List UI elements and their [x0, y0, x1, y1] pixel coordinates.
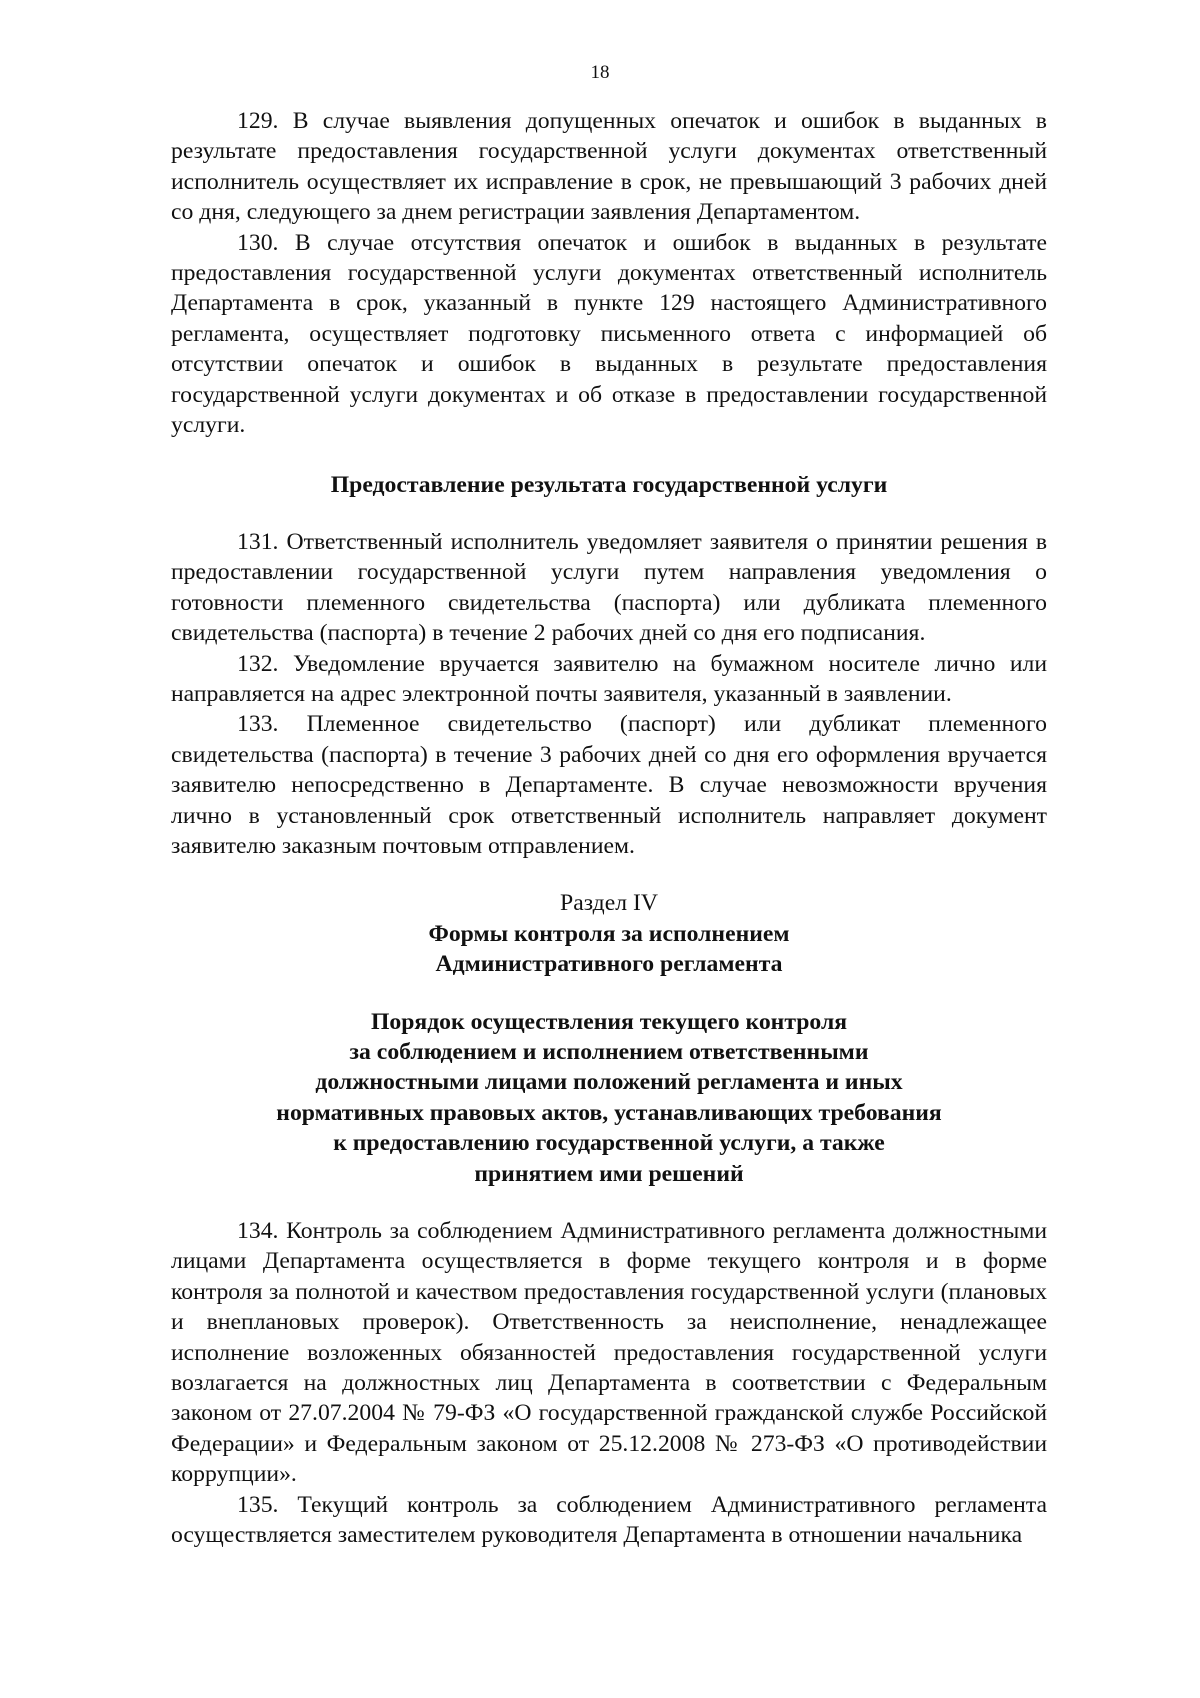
paragraph-132: [171, 649, 1047, 710]
paragraph-133: [171, 709, 1047, 861]
paragraph-text: В случае выявления допущенных опечаток и ошибок в выданных в результате предоставления государственной услуги документах ответственный исполнитель осуществляет их исправление в срок, не превышающий 3 рабочих дней со дня, следующего за днем регистрации заявления Департаментом.: [171, 108, 1047, 226]
paragraph-number: 130.: [237, 229, 279, 256]
subheading-line: за соблюдением и исполнением ответственными: [349, 1038, 869, 1065]
section-label: Раздел IV: [560, 890, 658, 917]
paragraph-129: [171, 106, 1047, 228]
spacer: [171, 1189, 1047, 1216]
paragraph-text: Ответственный исполнитель уведомляет заявителя о принятии решения в предоставлении государственной услуги путем направления уведомления о готовности племенного свидетельства (паспорта) или дубликата племенного свидетельства (паспорта) в течение 2 рабочих дней со дня его подписания.: [171, 528, 1048, 647]
paragraph-130: [171, 228, 1047, 441]
paragraph-number: 132.: [237, 650, 279, 677]
paragraph-number: 135.: [237, 1491, 279, 1518]
subheading-line: Порядок осуществления текущего контроля: [370, 1008, 848, 1035]
paragraph-number: 133.: [237, 711, 279, 738]
section-title-line-2: Административного регламента: [435, 951, 783, 978]
paragraph-text: Контроль за соблюдением Административного регламента должностными лицами Департамента осуществляется в форме текущего контроля и в форме контроля за полнотой и качеством предоставления государственной услуги (плановых и внеплановых проверок). Ответственность за неисполнение, ненадлежащее исполнение возложенных обязанностей предоставления государственной услуги возлагается на должностных лиц Департамента в соответствии с Федеральным законом от 27.07.2004 № 79-ФЗ «О государственной гражданской службе Российской Федерации» и Федеральным законом от 25.12.2008 № 273-ФЗ «О противодействии коррупции».: [171, 1218, 1047, 1488]
subheading-line: к предоставлению государственной услуги, а также: [333, 1130, 885, 1157]
section-title-line-1: Формы контроля за исполнением: [428, 920, 790, 947]
subheading-line: должностными лицами положений регламента и иных: [315, 1069, 903, 1096]
spacer: [171, 501, 1047, 527]
document-body: [171, 106, 1047, 1550]
subheading-control: [171, 1007, 1047, 1189]
paragraph-134: [171, 1216, 1047, 1490]
paragraph-131: [171, 527, 1047, 649]
paragraph-text: Племенное свидетельство (паспорт) или дубликат племенного свидетельства (паспорта) в течение 3 рабочих дней со дня его оформления вручается заявителю непосредственно в Департаменте. В случае невозможности вручения лично в установленный срок ответственный исполнитель направляет документ заявителю заказным почтовым отправлением.: [171, 711, 1047, 859]
page-number: 18: [590, 62, 610, 83]
paragraph-number: 131.: [237, 528, 279, 555]
spacer: [171, 440, 1047, 470]
paragraph-135: [171, 1490, 1047, 1551]
subheading-line: принятием ими решений: [474, 1160, 744, 1187]
spacer: [171, 980, 1047, 1007]
heading-result: Предоставление результата государственной услуги: [330, 472, 888, 499]
paragraph-text: В случае отсутствия опечаток и ошибок в выданных в результате предоставления государственной услуги документах ответственный исполнитель Департамента в срок, указанный в пункте 129 настоящего Административного регламента, осуществляет подготовку письменного ответа с информацией об отсутствии опечаток и ошибок в выданных в результате предоставления государственной услуги документах и об отказе в предоставлении государственной услуги.: [171, 229, 1048, 439]
subheading-line: нормативных правовых актов, устанавливающих требования: [276, 1099, 942, 1126]
spacer: [171, 861, 1047, 888]
paragraph-number: 134.: [237, 1218, 279, 1244]
paragraph-text: Текущий контроль за соблюдением Административного регламента осуществляется заместителем руководителя Департамента в отношении начальника: [171, 1491, 1048, 1549]
paragraph-text: Уведомление вручается заявителю на бумажном носителе лично или направляется на адрес электронной почты заявителя, указанный в заявлении.: [171, 650, 1048, 707]
paragraph-number: 129.: [237, 108, 279, 134]
